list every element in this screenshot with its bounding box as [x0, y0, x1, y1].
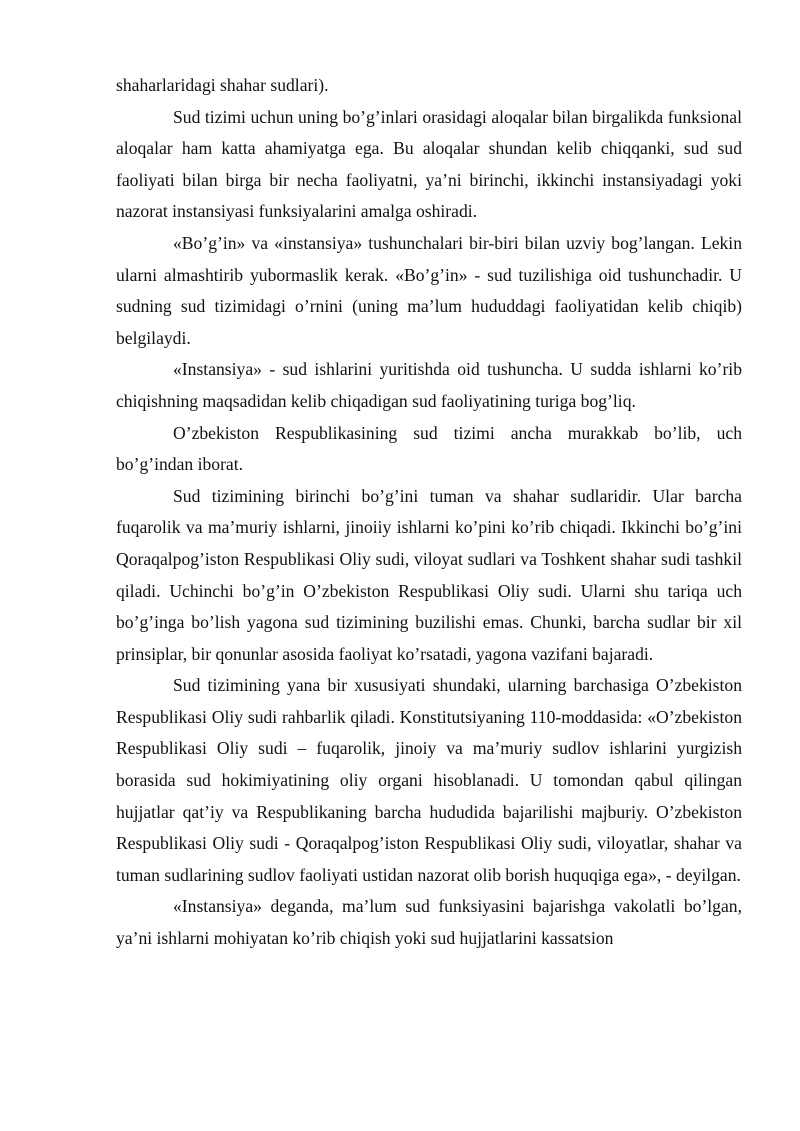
paragraph: «Bo’g’in» va «instansiya» tushunchalari bir-biri bilan uzviy bog’langan. Lekin ularni almashtirib yubormaslik kerak. «Bo’g’in» - sud tuzilishiga oid tushunchadir. U sudning sud tizimidagi o’rnini (uning ma’lum hududdagi faoliyatidan kelib chiqib) belgilaydi. — [116, 232, 742, 348]
paragraph-continuation: shaharlaridagi shahar sudlari). — [116, 75, 329, 95]
paragraph: O’zbekiston Respublikasining sud tizimi ancha murakkab bo’lib, uch bo’g’indan iborat. — [116, 422, 742, 475]
body-text — [116, 70, 742, 955]
paragraph: «Instansiya» - sud ishlarini yuritishda oid tushuncha. U sudda ishlarni ko’rib chiqishning maqsadidan kelib chiqadigan sud faoliyatining turiga bog’liq. — [116, 359, 742, 411]
paragraph: Sud tizimi uchun uning bo’g’inlari orasidagi aloqalar bilan birgalikda funksional aloqalar ham katta ahamiyatga ega. Bu aloqalar shundan kelib chiqqanki, sud sud faoliyati bilan birga bir necha faoliyatni, ya’ni birinchi, ikkinchi instansiyadagi yoki nazorat instansiyasi funksiyalarini amalga oshiradi. — [116, 106, 742, 222]
paragraph: Sud tizimining yana bir xususiyati shundaki, ularning barchasiga O’zbekiston Respublikasi Oliy sudi rahbarlik qiladi. Konstitutsiyaning 110-moddasida: «O’zbekiston Respublikasi Oliy sudi – fuqarolik, jinoiy va ma’muriy sudlov ishlarini yurgizish borasida sud hokimiyatining oliy organi hisoblanadi. U tomondan qabul qilingan hujjatlar qat’iy va Respublikaning barcha hududida bajarilishi majburiy. O’zbekiston Respublikasi Oliy sudi - Qoraqalpog’iston Respublikasi Oliy sudi, viloyatlar, shahar va tuman sudlarining sudlov faoliyati ustidan nazorat olib borish huquqiga ega», - deyilgan. — [116, 675, 742, 885]
paragraph: Sud tizimining birinchi bo’g’ini tuman va shahar sudlaridir. Ular barcha fuqarolik va ma’muriy ishlarni, jinoiiy ishlarni ko’pini ko’rib chiqadi. Ikkinchi bo’g’ini Qoraqalpog’iston Respublikasi Oliy sudi, viloyat sudlari va Toshkent shahar sudi tashkil qiladi. Uchinchi bo’g’in O’zbekiston Respublikasi Oliy sudi. Ularni shu tariqa uch bo’g’inga bo’lish yagona sud tizimining buzilishi emas. Chunki, barcha sudlar bir xil prinsiplar, bir qonunlar asosida faoliyat ko’rsatadi, yagona vazifani bajaradi. — [116, 485, 742, 664]
paragraph: «Instansiya» deganda, ma’lum sud funksiyasini bajarishga vakolatli bo’lgan, ya’ni ishlarni mohiyatan ko’rib chiqish yoki sud hujjatlarini kassatsion — [116, 896, 742, 949]
